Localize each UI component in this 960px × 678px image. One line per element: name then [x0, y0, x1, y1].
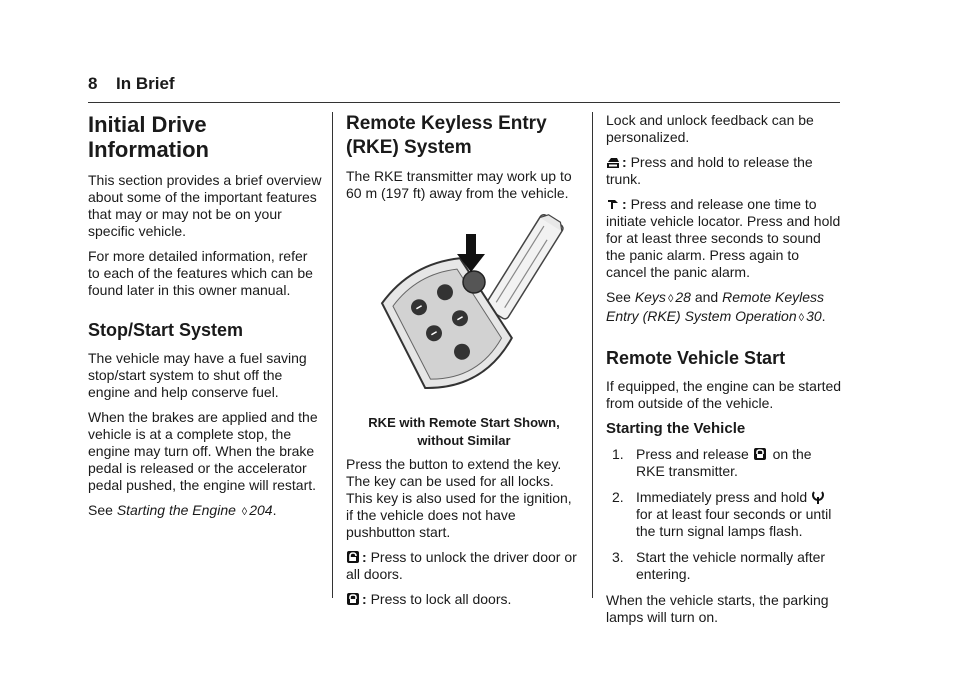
page-number: 8 — [88, 74, 98, 93]
paragraph: This section provides a brief overview about some of the important features that may or may not be on your specific vehicle. — [88, 172, 322, 239]
paragraph: When the brakes are applied and the vehicle is at a complete stop, the engine may turn off. When the brake pedal is released or the accelerator pedal pushed, the engine will restart. — [88, 409, 318, 493]
paragraph: The vehicle may have a fuel saving stop/start system to shut off the engine and help conserve fuel. — [88, 350, 307, 400]
page-header — [88, 72, 840, 103]
lock-icon — [346, 592, 360, 606]
vehicle-locator-icon — [606, 197, 620, 211]
column-1 — [88, 112, 322, 529]
heading-stop-start: Stop/Start System — [88, 320, 244, 340]
column-3 — [606, 112, 842, 634]
reference-link[interactable]: Starting the Engine — [116, 502, 236, 518]
remote-start-icon — [811, 490, 825, 504]
list-item: 2. Immediately press and hold for at least four seconds or until the turn signal lamps flash. — [612, 489, 832, 539]
reference-page[interactable]: 28 — [675, 289, 691, 305]
list-item: 3. Start the vehicle normally after entering. — [612, 549, 826, 582]
heading-remote-start: Remote Vehicle Start — [606, 348, 786, 368]
unlock-description: : Press to unlock the driver door or all doors. — [346, 549, 577, 582]
page-ref-icon: ◊ — [798, 312, 805, 324]
lock-description: : Press to lock all doors. — [346, 591, 582, 608]
page-ref-icon: ◊ — [667, 293, 674, 305]
fob-body — [373, 247, 520, 401]
trunk-release-icon — [606, 155, 620, 169]
start-steps-list — [606, 446, 842, 583]
reference-link[interactable]: Keys — [634, 289, 666, 305]
trunk-description: : Press and hold to release the trunk. — [606, 154, 813, 187]
unlock-icon — [346, 550, 360, 564]
key-blade — [484, 214, 565, 320]
reference-page[interactable]: 30 — [806, 308, 822, 324]
paragraph: For more detailed information, refer to each of the features which can be found later in this owner manual. — [88, 248, 313, 298]
section-title: In Brief — [116, 74, 175, 93]
column-divider — [332, 112, 333, 598]
list-item: 1. Press and release on the RKE transmitter. — [612, 446, 812, 479]
panic-description: : Press and release one time to initiate vehicle locator. Press and hold for at least three seconds to sound the panic alarm. Press again to cancel the panic alarm. — [606, 196, 841, 280]
cross-reference: See Starting the Engine ◊ 204. — [88, 502, 277, 518]
column-2 — [346, 112, 582, 616]
figure-caption: RKE with Remote Start Shown, without Similar — [368, 415, 560, 448]
subheading-starting-vehicle: Starting the Vehicle — [606, 420, 746, 437]
cross-reference: See Keys ◊ 28 and Remote Keyless Entry (RKE) System Operation ◊ 30. — [606, 289, 826, 324]
heading-initial-drive: Initial Drive Information — [88, 112, 209, 162]
lock-icon — [753, 447, 767, 461]
heading-rke: Remote Keyless Entry (RKE) System — [346, 113, 547, 158]
paragraph: If equipped, the engine can be started from outside of the vehicle. — [606, 378, 842, 411]
paragraph: When the vehicle starts, the parking lamps will turn on. — [606, 592, 829, 625]
paragraph: Press the button to extend the key. The key can be used for all locks. This key is also used for the ignition, if the vehicle does not have pushbutton start. — [346, 456, 572, 540]
page-ref-icon: ◊ — [241, 506, 248, 518]
reference-link[interactable]: Remote Keyless Entry (RKE) System Operation — [606, 289, 825, 324]
key-release-button — [463, 271, 485, 293]
paragraph: Lock and unlock feedback can be personalized. — [606, 112, 814, 145]
rke-key-fob-illustration — [346, 214, 582, 404]
paragraph: The RKE transmitter may work up to 60 m (197 ft) away from the vehicle. — [346, 168, 572, 201]
reference-page[interactable]: 204 — [249, 502, 273, 518]
column-divider — [592, 112, 593, 598]
